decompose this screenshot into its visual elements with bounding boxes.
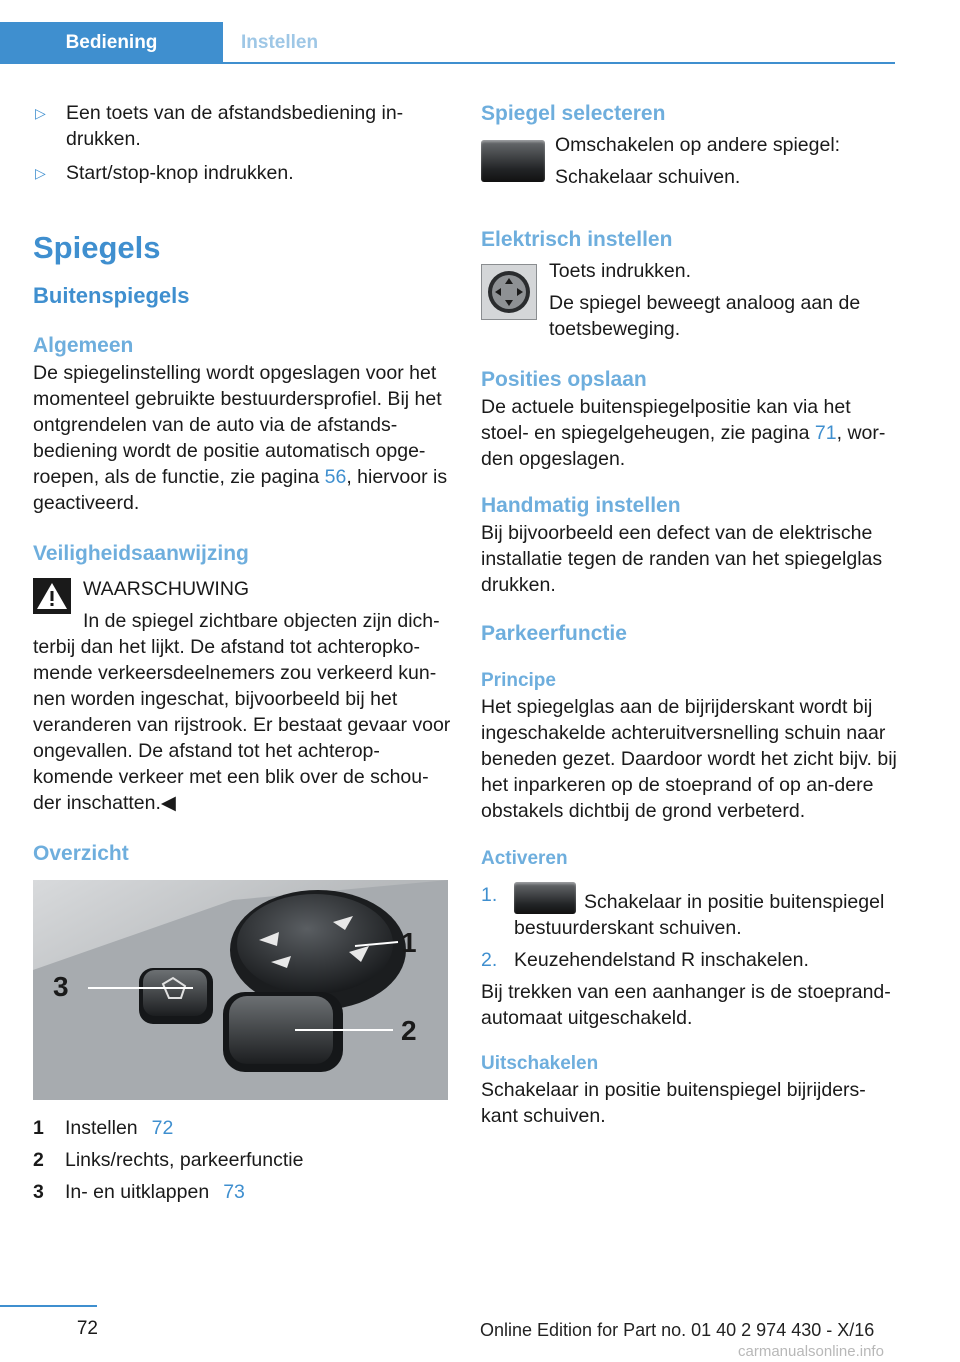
edition-text: Online Edition for Part no. 01 40 2 974 430 - X/16 [480, 1320, 875, 1340]
watermark: carmanualsonline.info [738, 1343, 884, 1360]
page-link-71[interactable]: 71 [814, 422, 837, 444]
legend-item: 3 In- en uitklappen 73 [33, 1176, 451, 1208]
mirror-control-image [33, 880, 448, 1100]
select-mirror-heading: Spiegel selecteren [481, 102, 666, 125]
warning-label: WAARSCHUWING [83, 578, 250, 600]
right-column [481, 100, 897, 1129]
header-tabs [0, 22, 895, 64]
electric-heading: Elektrisch instellen [481, 228, 673, 251]
electric-line-1: Toets indrukken. [549, 260, 691, 282]
activate-steps [481, 882, 897, 973]
save-positions-heading: Posities opslaan [481, 368, 647, 391]
deactivate-heading: Uitschakelen [481, 1053, 599, 1074]
page-number: 72 [76, 1318, 98, 1339]
select-line-2: Schakelaar schuiven. [555, 166, 741, 188]
tab-bediening[interactable]: Bediening [0, 22, 223, 62]
photo-label-1: 1 [401, 927, 417, 958]
joystick-icon [481, 264, 537, 320]
left-column [33, 100, 451, 1208]
general-heading: Algemeen [33, 334, 134, 357]
section-title: Spiegels [33, 230, 161, 265]
warning-block [33, 576, 451, 816]
principle-paragraph: Het spiegelglas aan de bijrijderskant wordt bij ingeschakelde achteruitversnelling schuin naar beneden gezet. Daardoor wordt het zicht bijv. bij het inparkeren op de stoeprand of op an-dere obstakels dichtbij de grond verbeterd. [481, 696, 897, 822]
tab-instellen[interactable]: Instellen [241, 32, 319, 53]
mirror-control-photo [33, 880, 448, 1100]
page-link-72[interactable]: 72 [151, 1117, 174, 1139]
triangle-bullet-icon: ▷ [35, 105, 46, 121]
subsection-title: Buitenspiegels [33, 283, 190, 308]
overview-heading: Overzicht [33, 842, 129, 865]
triangle-bullet-icon: ▷ [35, 165, 46, 181]
save-positions-paragraph: De actuele buitenspiegelpositie kan via het stoel- en spiegelgeheugen, zie pagina 71, wor-den opgeslagen. [481, 396, 886, 470]
warning-intro: In de spiegel zichtbare objecten zijn dich- [83, 610, 440, 632]
select-mirror-row [481, 134, 897, 190]
warning-triangle-icon [33, 578, 71, 614]
principle-heading: Principe [481, 670, 556, 691]
legend-item: 1 Instellen 72 [33, 1112, 451, 1144]
bullet-item: ▷ Een toets van de afstandsbediening in-drukken. [35, 102, 404, 150]
safety-heading: Veiligheidsaanwijzing [33, 542, 249, 565]
trailer-paragraph: Bij trekken van een aanhanger is de stoeprand-automaat uitgeschakeld. [481, 981, 891, 1029]
mirror-switch-icon [481, 140, 545, 182]
photo-label-2: 2 [401, 1015, 417, 1046]
mirror-switch-icon [514, 882, 576, 914]
page-link-56[interactable]: 56 [324, 466, 347, 488]
electric-line-2: De spiegel beweegt analoog aan de toetsbeweging. [549, 292, 861, 340]
select-line-1: Omschakelen op andere spiegel: [555, 134, 841, 156]
general-paragraph: De spiegelinstelling wordt opgeslagen voor het momenteel gebruikte bestuurdersprofiel. Bij het ontgrendelen van de auto via de afstands-bediening wordt de positie automatisch opge-roepen, als de functie, zie pagina 56, hiervoor is geactiveerd. [33, 362, 448, 514]
bullet-item: ▷ Start/stop-knop indrukken. [35, 162, 294, 184]
list-item: 2. Keuzehendelstand R inschakelen. [481, 949, 809, 971]
warning-text: terbij dan het lijkt. De afstand tot achteropko-mende verkeersdeelnemers zou verkeerd kun-nen worden ingeschat, bijvoorbeeld bij het veranderen van rijstrook. Er bestaat gevaar voor ongevallen. De afstand tot het achterop-komende verkeer met een blik over de schou-der inschatten.◀ [33, 636, 451, 814]
legend-item: 2 Links/rechts, parkeerfunctie [33, 1149, 304, 1171]
photo-legend [33, 1112, 451, 1208]
list-item: 1. Schakelaar in positie buitenspiegel bestuurderskant schuiven. [481, 884, 885, 939]
manual-heading: Handmatig instellen [481, 494, 681, 517]
activate-heading: Activeren [481, 848, 568, 869]
electric-row [481, 260, 897, 342]
manual-paragraph: Bij bijvoorbeeld een defect van de elektrische installatie tegen de randen van het spiegelglas drukken. [481, 522, 883, 596]
parking-heading: Parkeerfunctie [481, 622, 627, 645]
photo-label-3: 3 [53, 971, 69, 1002]
deactivate-paragraph: Schakelaar in positie buitenspiegel bijrijders-kant schuiven. [481, 1079, 866, 1127]
page-link-73[interactable]: 73 [223, 1181, 245, 1203]
footer-divider [0, 1305, 97, 1307]
